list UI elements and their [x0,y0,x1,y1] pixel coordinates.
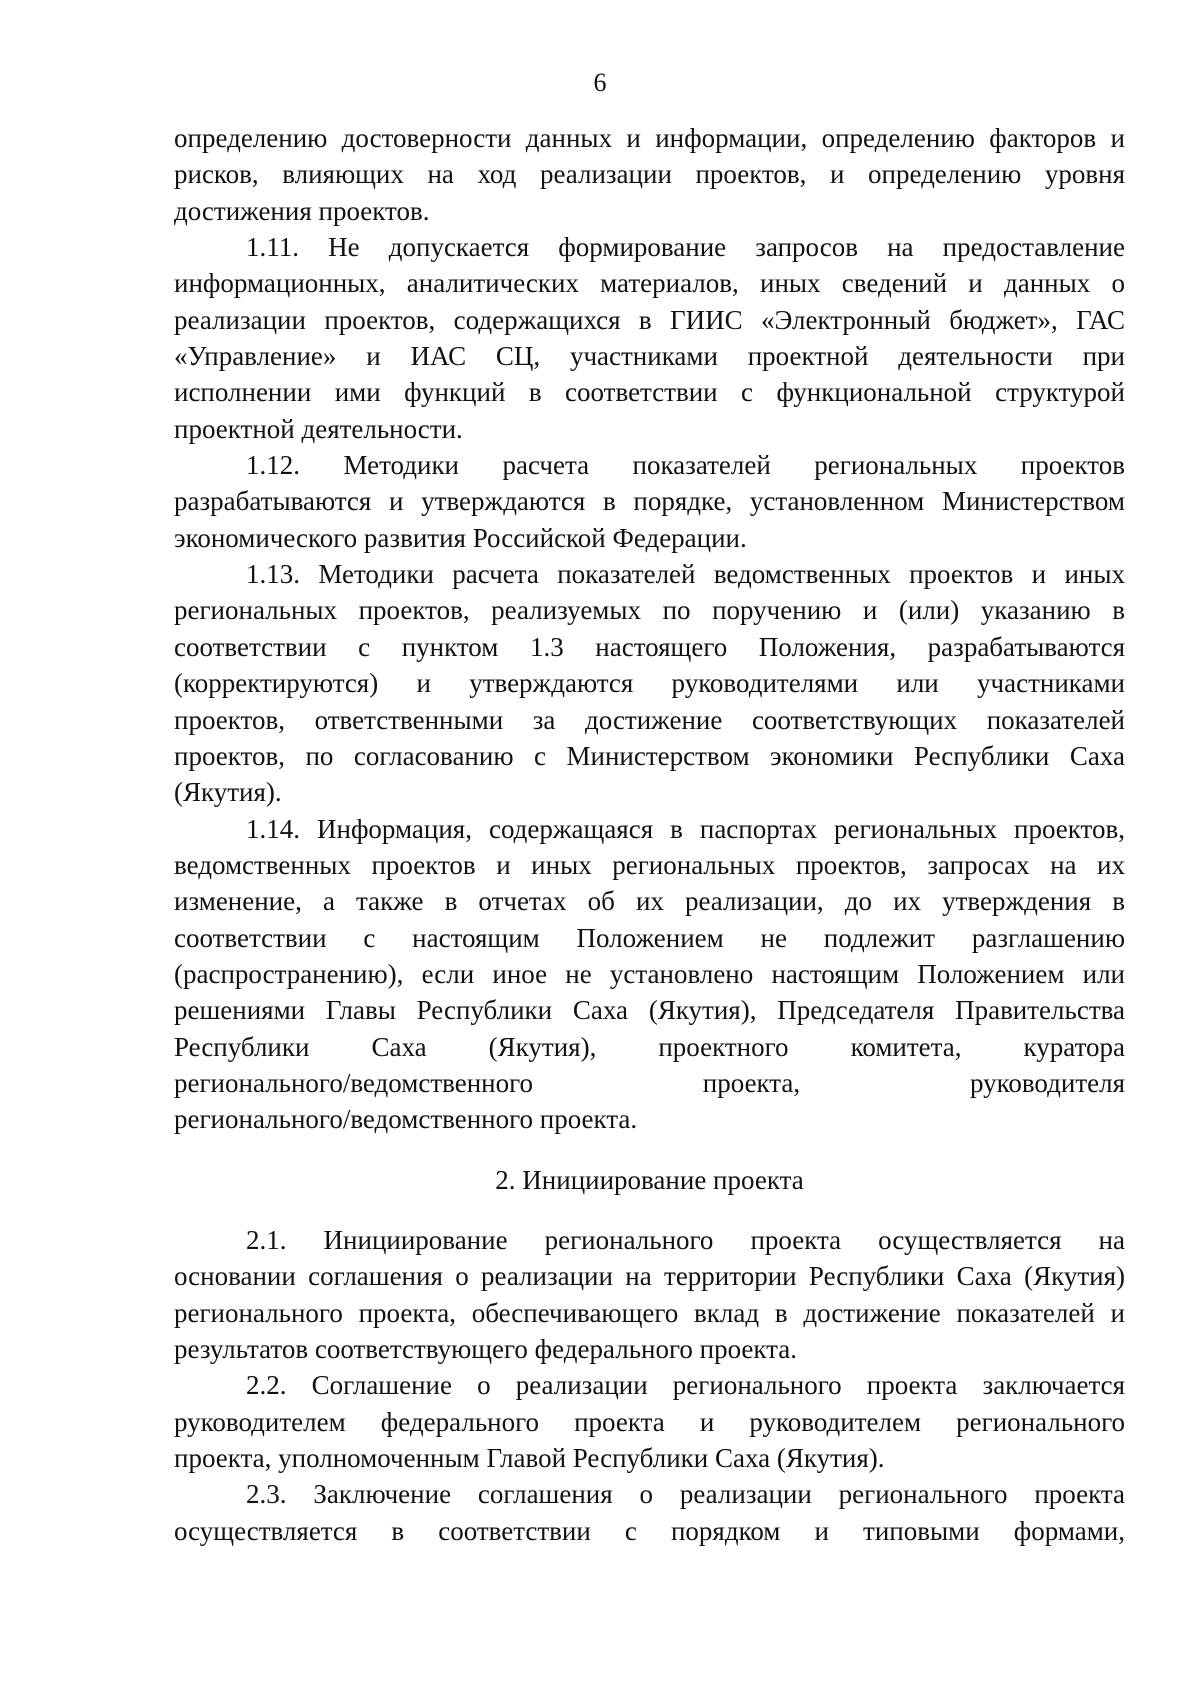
text-line: разрабатываются и утверждаются в порядке, установленном Министерством [174,486,1125,517]
clause-1-11-line: 1.11. Не допускается формирование запросов на предоставление [246,232,1125,263]
text-line: (корректируются) и утверждаются руководителями или участниками [174,668,1125,699]
clause-1-13-line: 1.13. Методики расчета показателей ведомственных проектов и иных [246,559,1125,590]
text-line: руководителем федерального проекта и руководителем регионального [174,1406,1125,1437]
text-line: исполнении ими функций в соответствии с функциональной структурой [174,377,1125,408]
text-line: ведомственных проектов и иных региональных проектов, запросах на их [174,849,1125,880]
text-line: основании соглашения о реализации на территории Республики Саха (Якутия) [174,1261,1125,1292]
text-line: изменение, а также в отчетах об их реализации, до их утверждения в [174,886,1125,917]
text-line: осуществляется в соответствии с порядком и типовыми формами, [174,1515,1125,1546]
text-line: экономического развития Российской Федерации. [174,522,747,553]
text-line: достижения проектов. [174,195,430,226]
text-line: «Управление» и ИАС СЦ, участниками проектной деятельности при [174,341,1125,372]
text-line: региональных проектов, реализуемых по поручению и (или) указанию в [174,595,1125,626]
text-line: соответствии с пунктом 1.3 настоящего Положения, разрабатываются [174,631,1125,662]
clause-2-2-line: 2.2. Соглашение о реализации регионального проекта заключается [246,1370,1125,1401]
text-line: регионального проекта, обеспечивающего вклад в достижение показателей и [174,1297,1125,1328]
page-number: 6 [593,68,607,97]
text-line: реализации проектов, содержащихся в ГИИС «Электронный бюджет», ГАС [174,304,1125,335]
clause-2-3-line: 2.3. Заключение соглашения о реализации регионального проекта [246,1479,1125,1510]
text-line: Республики Саха (Якутия), проектного комитета, куратора [174,1031,1125,1062]
text-line: (Якутия). [174,777,282,808]
text-line: регионального/ведомственного проекта, руководителя [174,1067,1125,1098]
text-line: определению достоверности данных и информации, определению факторов и [174,123,1125,153]
text-line: рисков, влияющих на ход реализации проектов, и определению уровня [174,159,1125,190]
text-line: результатов соответствующего федерального проекта. [174,1334,798,1364]
text-line: решениями Главы Республики Саха (Якутия), Председателя Правительства [174,995,1125,1026]
text-line: информационных, аналитических материалов, иных сведений и данных о [174,268,1125,299]
text-line: проектов, ответственными за достижение соответствующих показателей [174,704,1125,735]
section-heading: 2. Инициирование проекта [495,1164,804,1195]
text-line: регионального/ведомственного проекта. [174,1104,638,1135]
clause-2-1-line: 2.1. Инициирование регионального проекта осуществляется на [246,1224,1125,1255]
text-line: проектной деятельности. [174,413,463,444]
text-line: проекта, уполномоченным Главой Республики Саха (Якутия). [174,1443,885,1474]
clause-1-12-line: 1.12. Методики расчета показателей региональных проектов [246,450,1125,481]
text-line: соответствии с настоящим Положением не подлежит разглашению [174,922,1125,953]
document-body [174,120,1125,1549]
text-line: (распространению), если иное не установлено настоящим Положением или [174,958,1125,989]
text-line: проектов, по согласованию с Министерством экономики Республики Саха [174,740,1125,771]
clause-1-14-line: 1.14. Информация, содержащаяся в паспортах региональных проектов, [246,813,1125,844]
